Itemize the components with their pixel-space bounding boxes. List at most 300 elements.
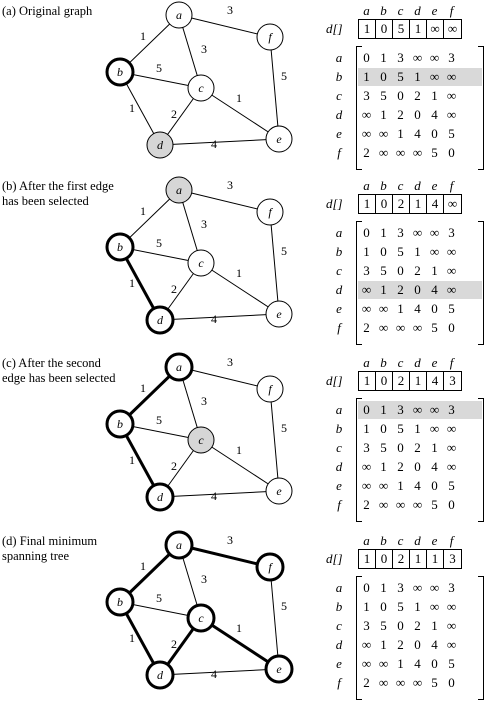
- column-label-b: b: [380, 178, 387, 193]
- graph-svg: [80, 352, 305, 528]
- matrix-cell: 1: [414, 244, 421, 259]
- matrix-row-c: [358, 617, 482, 635]
- matrix-cell: ∞: [395, 320, 406, 335]
- node-label-b: b: [117, 240, 123, 254]
- matrix-cell: 0: [380, 69, 387, 84]
- column-label-d: d: [414, 533, 421, 548]
- matrix-cell: 1: [431, 440, 438, 455]
- edge-weight-c-d: 2: [171, 637, 177, 651]
- row-label-f: f: [337, 497, 341, 512]
- panel-caption: (b) After the first edge has been selected: [2, 179, 114, 208]
- matrix-cell: 3: [448, 225, 455, 240]
- edge-weight-d-e: 4: [211, 137, 217, 151]
- column-label-a: a: [363, 355, 370, 370]
- matrix-cell: 5: [448, 656, 455, 671]
- column-label-e: e: [431, 3, 438, 18]
- matrix-cell: 4: [431, 107, 438, 122]
- matrix-cell: 0: [363, 580, 370, 595]
- matrix-row-e: [358, 300, 482, 318]
- matrix-cell: 2: [397, 459, 404, 474]
- d-array-label: d[]: [326, 21, 343, 36]
- matrix-row-c: [358, 439, 482, 457]
- matrix-cell: ∞: [412, 50, 423, 65]
- matrix-cell: ∞: [446, 421, 457, 436]
- matrix-row-d: [358, 281, 482, 299]
- edge-f-e: [270, 389, 279, 491]
- matrix-cell: 0: [431, 478, 438, 493]
- matrix-cell: 0: [397, 263, 404, 278]
- matrix-cell: 1: [397, 478, 404, 493]
- matrix-cell: 0: [414, 637, 421, 652]
- matrix-row-b: [358, 598, 482, 616]
- matrix-cell: ∞: [412, 675, 423, 690]
- matrix-cell: ∞: [429, 244, 440, 259]
- matrix-cell: ∞: [395, 145, 406, 160]
- edge-f-e: [270, 37, 279, 139]
- matrix-cell: 5: [397, 244, 404, 259]
- matrix-cell: 1: [380, 50, 387, 65]
- d-value-e: 4: [427, 195, 444, 213]
- edge-weight-a-f: 3: [227, 533, 233, 547]
- matrix-cell: 2: [363, 145, 370, 160]
- matrix-cell: 3: [363, 618, 370, 633]
- matrix-cell: 3: [363, 263, 370, 278]
- column-label-e: e: [431, 355, 438, 370]
- graph: [80, 530, 305, 711]
- node-label-f: f: [268, 560, 272, 574]
- panel-caption: (c) After the second edge has been selected: [2, 356, 116, 385]
- node-label-f: f: [268, 382, 272, 396]
- node-label-a: a: [176, 8, 182, 22]
- row-label-b: b: [335, 599, 343, 614]
- matrix-cell: 4: [414, 656, 421, 671]
- d-value-a: 1: [359, 372, 376, 390]
- matrix-cell: 4: [414, 301, 421, 316]
- matrix-cell: 1: [414, 421, 421, 436]
- matrix-cell: 5: [431, 497, 438, 512]
- edge-weight-b-d: 1: [129, 453, 135, 467]
- matrix-cell: ∞: [446, 459, 457, 474]
- matrix-cell: 4: [414, 126, 421, 141]
- d-value-c: 2: [393, 372, 410, 390]
- matrix-cell: 3: [363, 88, 370, 103]
- matrix-cell: ∞: [361, 107, 372, 122]
- edge-weight-a-f: 3: [227, 355, 233, 369]
- row-label-e: e: [336, 656, 342, 671]
- matrix-cell: ∞: [446, 618, 457, 633]
- edge-weight-f-e: 5: [281, 421, 287, 435]
- node-label-a: a: [176, 183, 182, 197]
- edge-f-e: [270, 567, 279, 669]
- edge-weight-c-e: 1: [236, 91, 242, 105]
- d-value-b: 0: [376, 20, 393, 38]
- matrix-cell: 0: [448, 145, 455, 160]
- matrix-cell: ∞: [378, 301, 389, 316]
- node-label-c: c: [198, 433, 204, 447]
- matrix-cell: ∞: [446, 440, 457, 455]
- matrix-cell: 0: [380, 244, 387, 259]
- d-value-d: 1: [410, 20, 427, 38]
- column-label-b: b: [380, 533, 387, 548]
- column-label-c: c: [397, 3, 404, 18]
- matrix-row-c: [358, 87, 482, 105]
- edge-weight-a-c: 3: [201, 42, 207, 56]
- matrix-cell: 1: [363, 244, 370, 259]
- row-label-e: e: [336, 478, 342, 493]
- d-value-e: 4: [427, 372, 444, 390]
- d-array: [358, 194, 462, 214]
- matrix-cell: ∞: [429, 69, 440, 84]
- d-array: [358, 19, 462, 39]
- matrix-cell: 3: [448, 580, 455, 595]
- matrix-cell: ∞: [361, 301, 372, 316]
- row-label-b: b: [335, 421, 343, 436]
- matrix-row-f: [358, 144, 482, 162]
- d-array-label: d[]: [326, 196, 343, 211]
- row-label-e: e: [336, 126, 342, 141]
- row-label-f: f: [337, 320, 341, 335]
- d-value-f: ∞: [447, 21, 458, 36]
- matrix-cell: ∞: [429, 50, 440, 65]
- row-label-f: f: [337, 675, 341, 690]
- matrix-row-a: [358, 579, 482, 597]
- edge-weight-a-b: 1: [140, 559, 146, 573]
- edge-weight-c-d: 2: [171, 282, 177, 296]
- matrix-cell: 5: [380, 263, 387, 278]
- matrix-cell: ∞: [378, 145, 389, 160]
- panel-caption: (d) Final minimum spanning tree: [2, 534, 98, 563]
- matrix-cell: 0: [380, 421, 387, 436]
- matrix-cell: ∞: [429, 599, 440, 614]
- matrix-cell: 1: [414, 599, 421, 614]
- node-label-c: c: [198, 81, 204, 95]
- column-label-a: a: [363, 178, 370, 193]
- matrix-cell: 2: [414, 440, 421, 455]
- edge-weight-b-c: 5: [156, 413, 162, 427]
- panel-b: [0, 175, 495, 351]
- matrix-cell: 0: [363, 50, 370, 65]
- matrix-cell: 3: [397, 402, 404, 417]
- matrix-cell: ∞: [429, 402, 440, 417]
- graph: [80, 0, 305, 181]
- matrix-row-f: [358, 319, 482, 337]
- edge-weight-a-b: 1: [140, 29, 146, 43]
- matrix-cell: 0: [431, 126, 438, 141]
- column-label-f: f: [449, 178, 454, 193]
- edge-weight-c-e: 1: [236, 621, 242, 635]
- matrix-cell: ∞: [412, 497, 423, 512]
- matrix-row-d: [358, 636, 482, 654]
- matrix-cell: ∞: [429, 225, 440, 240]
- matrix-row-b: [358, 420, 482, 438]
- matrix-cell: ∞: [361, 637, 372, 652]
- node-label-c: c: [198, 256, 204, 270]
- panel-caption: (a) Original graph: [2, 4, 93, 18]
- column-label-c: c: [397, 355, 404, 370]
- node-label-e: e: [276, 307, 282, 321]
- row-label-d: d: [335, 282, 343, 297]
- matrix-cell: 3: [397, 50, 404, 65]
- matrix-cell: 2: [414, 618, 421, 633]
- row-label-b: b: [335, 69, 343, 84]
- matrix-cell: 1: [397, 126, 404, 141]
- row-label-a: a: [335, 50, 343, 65]
- edge-weight-a-c: 3: [201, 394, 207, 408]
- matrix-cell: 3: [448, 402, 455, 417]
- row-label-c: c: [336, 263, 342, 278]
- node-label-e: e: [276, 484, 282, 498]
- node-label-e: e: [276, 132, 282, 146]
- matrix-cell: ∞: [378, 478, 389, 493]
- matrix-cell: ∞: [446, 88, 457, 103]
- graph-svg: [80, 175, 305, 351]
- graph-svg: [80, 0, 305, 176]
- d-array: [358, 549, 462, 569]
- column-label-d: d: [414, 3, 421, 18]
- matrix-cell: 4: [431, 282, 438, 297]
- d-value-b: 0: [376, 195, 393, 213]
- matrix-row-e: [358, 125, 482, 143]
- weight-matrix: [358, 46, 482, 168]
- matrix-cell: 1: [397, 301, 404, 316]
- matrix-cell: ∞: [446, 263, 457, 278]
- matrix-cell: 5: [397, 599, 404, 614]
- matrix-cell: ∞: [446, 69, 457, 84]
- weight-matrix: [358, 576, 482, 698]
- row-label-c: c: [336, 440, 342, 455]
- d-value-c: 5: [393, 20, 410, 38]
- matrix-cell: ∞: [412, 580, 423, 595]
- matrix-cell: ∞: [412, 145, 423, 160]
- matrix-cell: ∞: [378, 320, 389, 335]
- matrix-cell: 1: [363, 69, 370, 84]
- matrix-cell: 1: [431, 618, 438, 633]
- matrix-cell: 0: [448, 675, 455, 690]
- node-label-a: a: [176, 538, 182, 552]
- node-label-f: f: [268, 30, 272, 44]
- matrix-cell: 0: [431, 301, 438, 316]
- edge-weight-a-b: 1: [140, 381, 146, 395]
- edge-a-f: [179, 190, 270, 212]
- column-label-d: d: [414, 178, 421, 193]
- matrix-cell: ∞: [412, 225, 423, 240]
- matrix-cell: 5: [397, 421, 404, 436]
- matrix-cell: ∞: [446, 244, 457, 259]
- matrix-cell: 0: [414, 282, 421, 297]
- row-label-d: d: [335, 107, 343, 122]
- matrix-cell: 0: [414, 107, 421, 122]
- edge-weight-c-e: 1: [236, 266, 242, 280]
- matrix-cell: 5: [448, 478, 455, 493]
- row-label-f: f: [337, 145, 341, 160]
- row-label-a: a: [335, 580, 343, 595]
- row-label-e: e: [336, 301, 342, 316]
- matrix-cell: 0: [397, 440, 404, 455]
- column-label-d: d: [414, 355, 421, 370]
- node-label-d: d: [157, 668, 163, 682]
- matrix-cell: 2: [397, 282, 404, 297]
- d-array-label: d[]: [326, 373, 343, 388]
- edge-a-f: [179, 15, 270, 37]
- row-label-d: d: [335, 637, 343, 652]
- d-value-e: 1: [427, 550, 444, 568]
- column-label-a: a: [363, 3, 370, 18]
- matrix-cell: ∞: [446, 599, 457, 614]
- matrix-cell: 1: [380, 459, 387, 474]
- d-value-d: 1: [410, 550, 427, 568]
- matrix-cell: 4: [414, 478, 421, 493]
- edge-d-e: [160, 314, 279, 320]
- matrix-cell: ∞: [361, 126, 372, 141]
- matrix-row-a: [358, 401, 482, 419]
- d-value-e: ∞: [427, 20, 444, 38]
- matrix-cell: 0: [363, 402, 370, 417]
- weight-matrix: [358, 221, 482, 343]
- edge-weight-b-d: 1: [129, 276, 135, 290]
- node-label-a: a: [176, 360, 182, 374]
- matrix-row-a: [358, 49, 482, 67]
- matrix-cell: 0: [397, 618, 404, 633]
- matrix-cell: ∞: [412, 320, 423, 335]
- edge-weight-a-c: 3: [201, 572, 207, 586]
- column-label-f: f: [449, 533, 454, 548]
- panel-d: [0, 530, 495, 706]
- matrix-row-a: [358, 224, 482, 242]
- node-label-d: d: [157, 138, 163, 152]
- column-label-f: f: [449, 3, 454, 18]
- edge-weight-f-e: 5: [281, 69, 287, 83]
- matrix-row-f: [358, 674, 482, 692]
- d-value-c: 2: [393, 195, 410, 213]
- d-value-f: 3: [449, 373, 456, 388]
- edge-weight-c-d: 2: [171, 459, 177, 473]
- matrix-cell: 1: [397, 656, 404, 671]
- d-value-a: 1: [359, 20, 376, 38]
- edge-weight-b-c: 5: [156, 61, 162, 75]
- matrix-cell: 5: [380, 88, 387, 103]
- panel-a: [0, 0, 495, 176]
- matrix-cell: 2: [397, 637, 404, 652]
- edge-f-e: [270, 212, 279, 314]
- matrix-cell: 3: [397, 580, 404, 595]
- row-label-c: c: [336, 618, 342, 633]
- matrix-row-b: [358, 243, 482, 261]
- edge-weight-a-f: 3: [227, 178, 233, 192]
- d-value-f: ∞: [447, 196, 458, 211]
- matrix-cell: 0: [431, 656, 438, 671]
- matrix-cell: ∞: [412, 402, 423, 417]
- matrix-cell: ∞: [361, 282, 372, 297]
- d-value-b: 0: [376, 550, 393, 568]
- node-label-b: b: [117, 65, 123, 79]
- d-value-f: 3: [449, 551, 456, 566]
- matrix-row-d: [358, 458, 482, 476]
- node-label-d: d: [157, 313, 163, 327]
- edge-weight-b-d: 1: [129, 101, 135, 115]
- d-value-d: 1: [410, 195, 427, 213]
- node-label-c: c: [198, 611, 204, 625]
- node-label-d: d: [157, 490, 163, 504]
- matrix-cell: 0: [448, 497, 455, 512]
- matrix-cell: 0: [397, 88, 404, 103]
- edge-weight-b-d: 1: [129, 631, 135, 645]
- column-label-b: b: [380, 355, 387, 370]
- matrix-cell: ∞: [361, 459, 372, 474]
- row-label-a: a: [335, 402, 343, 417]
- matrix-cell: 1: [414, 69, 421, 84]
- matrix-cell: 0: [448, 320, 455, 335]
- edge-weight-a-c: 3: [201, 217, 207, 231]
- matrix-cell: ∞: [361, 478, 372, 493]
- graph: [80, 352, 305, 533]
- d-value-c: 2: [393, 550, 410, 568]
- node-label-e: e: [276, 662, 282, 676]
- matrix-cell: 3: [397, 225, 404, 240]
- matrix-cell: 3: [448, 50, 455, 65]
- matrix-cell: 0: [363, 225, 370, 240]
- matrix-cell: 5: [448, 126, 455, 141]
- edge-weight-c-d: 2: [171, 107, 177, 121]
- edge-weight-b-c: 5: [156, 236, 162, 250]
- matrix-cell: 1: [380, 580, 387, 595]
- column-label-c: c: [397, 533, 404, 548]
- edge-weight-b-c: 5: [156, 591, 162, 605]
- edge-weight-d-e: 4: [211, 489, 217, 503]
- row-label-b: b: [335, 244, 343, 259]
- edge-weight-f-e: 5: [281, 244, 287, 258]
- column-label-c: c: [397, 178, 404, 193]
- matrix-cell: ∞: [446, 107, 457, 122]
- edge-weight-c-e: 1: [236, 443, 242, 457]
- matrix-cell: 5: [431, 145, 438, 160]
- matrix-row-c: [358, 262, 482, 280]
- matrix-cell: 1: [380, 107, 387, 122]
- matrix-cell: 1: [363, 599, 370, 614]
- matrix-cell: ∞: [395, 675, 406, 690]
- matrix-cell: ∞: [446, 282, 457, 297]
- matrix-cell: 0: [414, 459, 421, 474]
- d-array-label: d[]: [326, 551, 343, 566]
- matrix-cell: 2: [363, 497, 370, 512]
- matrix-cell: 4: [431, 637, 438, 652]
- matrix-cell: ∞: [429, 580, 440, 595]
- matrix-cell: 1: [380, 637, 387, 652]
- edge-weight-d-e: 4: [211, 667, 217, 681]
- matrix-cell: 1: [380, 225, 387, 240]
- edge-weight-d-e: 4: [211, 312, 217, 326]
- column-label-e: e: [431, 533, 438, 548]
- matrix-cell: ∞: [378, 656, 389, 671]
- d-value-b: 0: [376, 372, 393, 390]
- matrix-cell: 5: [380, 618, 387, 633]
- edge-d-e: [160, 669, 279, 675]
- edge-weight-f-e: 5: [281, 599, 287, 613]
- matrix-cell: 5: [380, 440, 387, 455]
- matrix-cell: 5: [448, 301, 455, 316]
- matrix-cell: ∞: [361, 656, 372, 671]
- matrix-cell: 5: [431, 675, 438, 690]
- matrix-cell: 0: [380, 599, 387, 614]
- edge-d-e: [160, 139, 279, 145]
- matrix-row-e: [358, 655, 482, 673]
- matrix-cell: 2: [414, 263, 421, 278]
- matrix-cell: 2: [414, 88, 421, 103]
- matrix-cell: 2: [397, 107, 404, 122]
- matrix-cell: 1: [380, 402, 387, 417]
- matrix-cell: ∞: [378, 497, 389, 512]
- matrix-cell: ∞: [378, 675, 389, 690]
- matrix-cell: 1: [363, 421, 370, 436]
